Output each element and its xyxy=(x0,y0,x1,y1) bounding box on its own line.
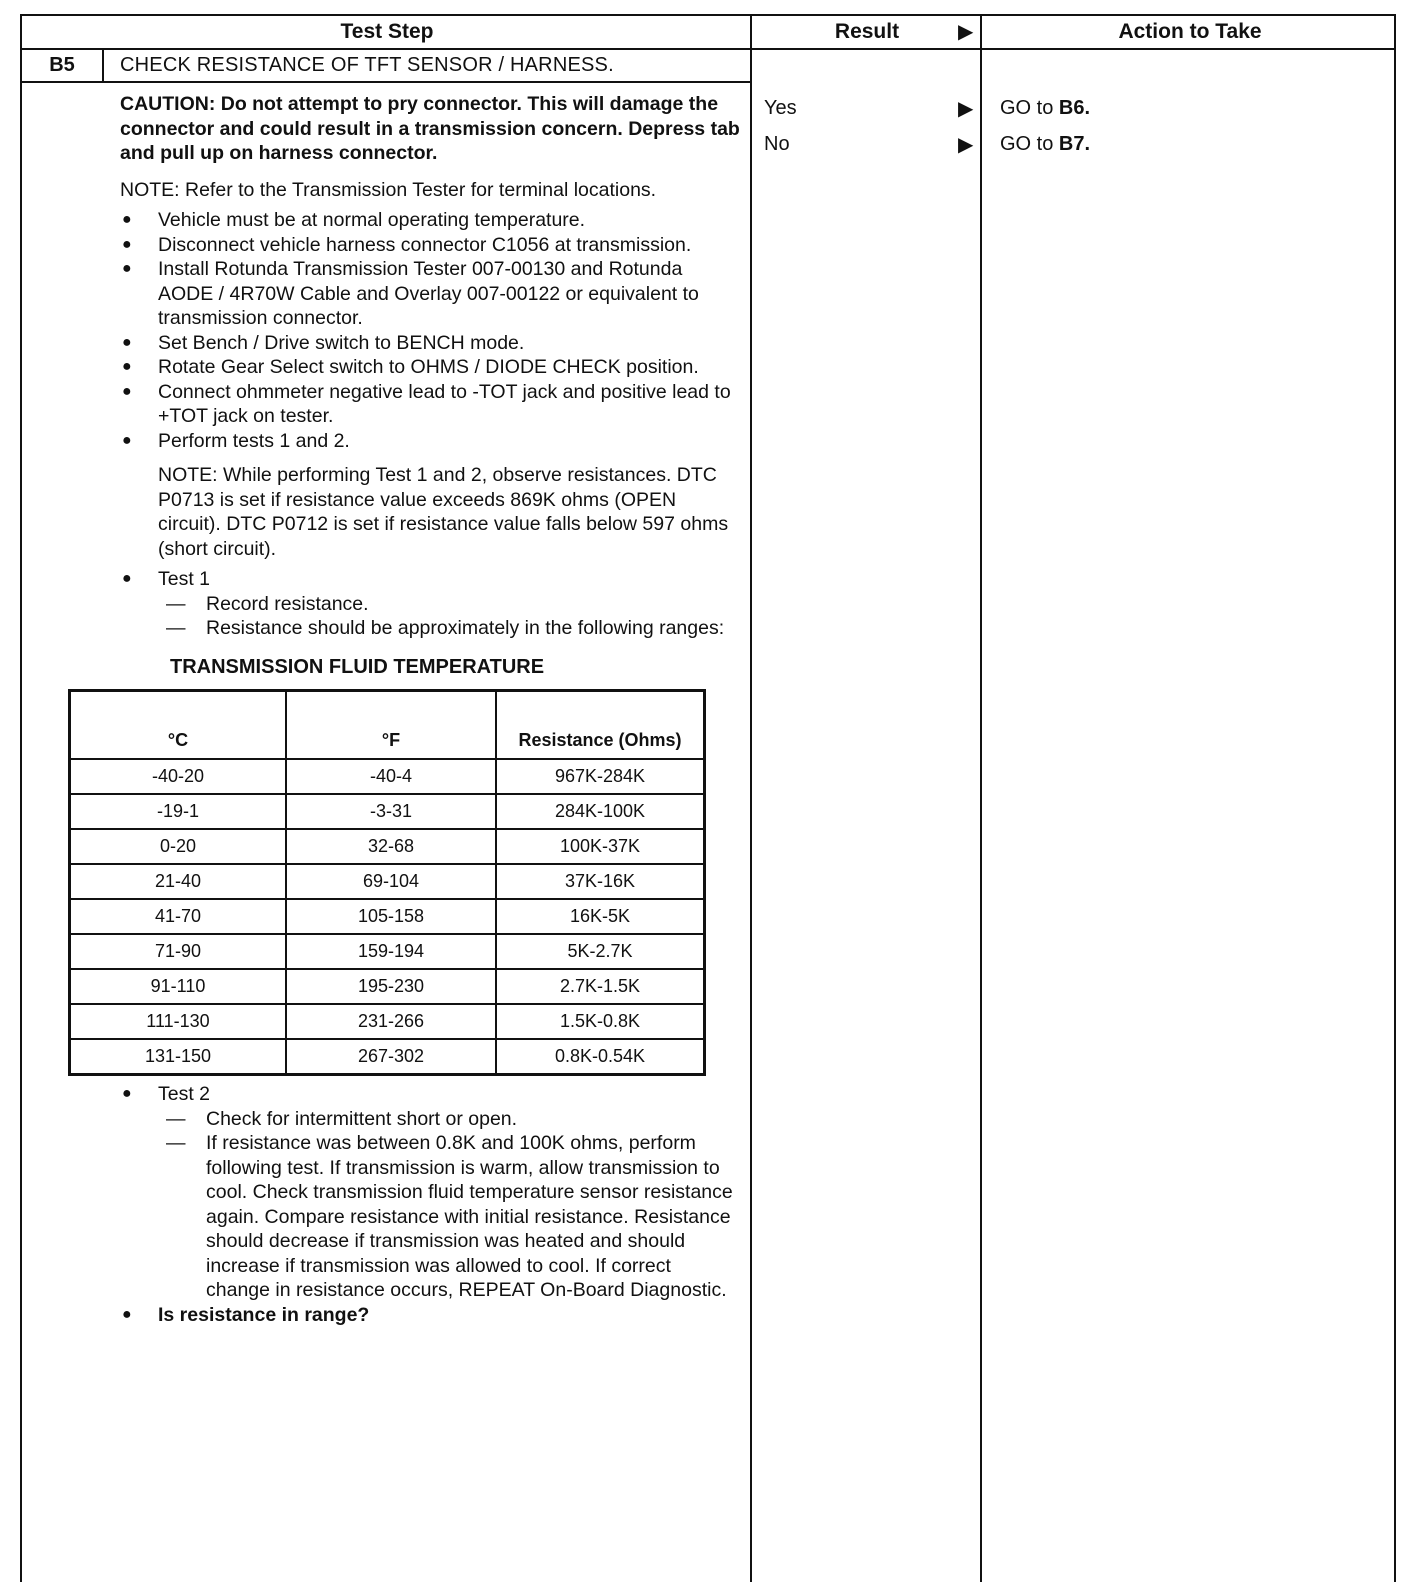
note-text: NOTE: While performing Test 1 and 2, observe resistances. DTC P0713 is set if resistance value exceeds 869K ohms (OPEN circuit). DTC P0712 is set if resistance value falls below 597 ohms (short circuit). xyxy=(158,464,729,560)
divider-line xyxy=(750,16,752,1582)
table-row xyxy=(70,691,705,760)
test-list xyxy=(120,567,740,641)
table-cell: 131-150 xyxy=(70,1039,287,1075)
table-cell: 967K-284K xyxy=(496,759,705,794)
table-cell: 91-110 xyxy=(70,969,287,1004)
table-cell: 105-158 xyxy=(286,899,496,934)
arrow-icon: ▶ xyxy=(958,134,974,156)
table-cell: 284K-100K xyxy=(496,794,705,829)
column-header: °C xyxy=(70,691,287,760)
action-yes xyxy=(1000,90,1090,126)
table-row xyxy=(70,969,705,1004)
header-result: Result xyxy=(834,20,900,43)
table-header xyxy=(22,16,1394,50)
table-cell: 1.5K-0.8K xyxy=(496,1004,705,1039)
table-row xyxy=(70,899,705,934)
table-row xyxy=(70,829,705,864)
table-row xyxy=(70,794,705,829)
list-item: ● Perform tests 1 and 2. xyxy=(120,429,740,454)
sub-list xyxy=(158,1107,740,1303)
action-text: GO to xyxy=(1000,133,1059,155)
result-column xyxy=(764,90,797,162)
test-label: Test 2 xyxy=(158,1083,211,1105)
table-cell: -40-4 xyxy=(286,759,496,794)
table-cell: -19-1 xyxy=(70,794,287,829)
divider-line xyxy=(980,16,982,1582)
table-cell: 231-266 xyxy=(286,1004,496,1039)
list-item: ● Rotate Gear Select switch to OHMS / DIODE CHECK position. xyxy=(120,355,740,380)
sub-list-item: — Resistance should be approximately in the following ranges: xyxy=(158,616,740,641)
note-text: NOTE: Refer to the Transmission Tester for terminal locations. xyxy=(120,178,657,201)
table-cell: 41-70 xyxy=(70,899,287,934)
table-title: TRANSMISSION FLUID TEMPERATURE xyxy=(170,655,545,678)
list-item xyxy=(120,567,740,641)
result-no: No xyxy=(764,133,790,155)
sub-list-item: — Record resistance. xyxy=(158,592,740,617)
diagnostic-table xyxy=(20,14,1396,1582)
action-no xyxy=(1000,126,1090,162)
list-item xyxy=(120,1082,740,1303)
table-cell: 195-230 xyxy=(286,969,496,1004)
table-cell: 21-40 xyxy=(70,864,287,899)
step-title: CHECK RESISTANCE OF TFT SENSOR / HARNESS. xyxy=(120,54,614,76)
table-row xyxy=(70,1004,705,1039)
test-list xyxy=(120,1082,740,1327)
table-cell: 111-130 xyxy=(70,1004,287,1039)
header-arrow-icon: ▶ xyxy=(958,21,974,43)
column-header: °F xyxy=(286,691,496,760)
table-cell: 267-302 xyxy=(286,1039,496,1075)
action-target: B6. xyxy=(1058,97,1091,119)
table-cell: 159-194 xyxy=(286,934,496,969)
table-row xyxy=(70,864,705,899)
table-cell: 5K-2.7K xyxy=(496,934,705,969)
table-cell: 16K-5K xyxy=(496,899,705,934)
header-test-step: Test Step xyxy=(340,20,434,43)
table-cell: 37K-16K xyxy=(496,864,705,899)
list-item: ● Set Bench / Drive switch to BENCH mode. xyxy=(120,331,740,356)
action-target: B7. xyxy=(1058,133,1091,155)
divider-line xyxy=(102,50,104,81)
list-item: ● Vehicle must be at normal operating temperature. xyxy=(120,208,740,233)
header-action: Action to Take xyxy=(1118,20,1262,43)
result-yes: Yes xyxy=(764,97,797,119)
step-content xyxy=(120,92,740,1327)
resistance-table xyxy=(68,689,706,1076)
column-header: Resistance (Ohms) xyxy=(496,691,705,760)
step-row xyxy=(22,50,752,83)
sub-list xyxy=(158,592,740,641)
arrow-icon: ▶ xyxy=(958,98,974,120)
table-cell: 69-104 xyxy=(286,864,496,899)
test-label: Test 1 xyxy=(158,568,211,590)
list-item: ● Connect ohmmeter negative lead to -TOT jack and positive lead to +TOT jack on tester. xyxy=(120,380,740,429)
table-cell: 32-68 xyxy=(286,829,496,864)
table-cell: -40-20 xyxy=(70,759,287,794)
table-cell: -3-31 xyxy=(286,794,496,829)
step-id: B5 xyxy=(49,54,75,76)
table-cell: 71-90 xyxy=(70,934,287,969)
table-cell: 0.8K-0.54K xyxy=(496,1039,705,1075)
table-row xyxy=(70,934,705,969)
table-row xyxy=(70,759,705,794)
table-cell: 2.7K-1.5K xyxy=(496,969,705,1004)
caution-text: CAUTION: Do not attempt to pry connector. This will damage the connector and could result in a transmission concern. Depress tab and pull up on harness connector. xyxy=(120,93,740,164)
action-column xyxy=(1000,90,1090,162)
question-item: ● Is resistance in range? xyxy=(120,1303,740,1328)
list-item: ● Install Rotunda Transmission Tester 007-00130 and Rotunda AODE / 4R70W Cable and Overlay 007-00122 or equivalent to transmission connector. xyxy=(120,257,740,331)
list-item: ● Disconnect vehicle harness connector C1056 at transmission. xyxy=(120,233,740,258)
sub-list-item: — Check for intermittent short or open. xyxy=(158,1107,740,1132)
table-cell: 100K-37K xyxy=(496,829,705,864)
action-text: GO to xyxy=(1000,97,1059,119)
sub-list-item: — If resistance was between 0.8K and 100K ohms, perform following test. If transmission is warm, allow transmission to cool. Check transmission fluid temperature sensor resistance again. Compare resistance with initial resistance. Resistance should decrease if transmission was heated and should increase if transmission was allowed to cool. If correct change in resistance occurs, REPEAT On-Board Diagnostic. xyxy=(158,1131,740,1303)
table-row xyxy=(70,1039,705,1075)
table-cell: 0-20 xyxy=(70,829,287,864)
procedure-list xyxy=(120,208,740,453)
